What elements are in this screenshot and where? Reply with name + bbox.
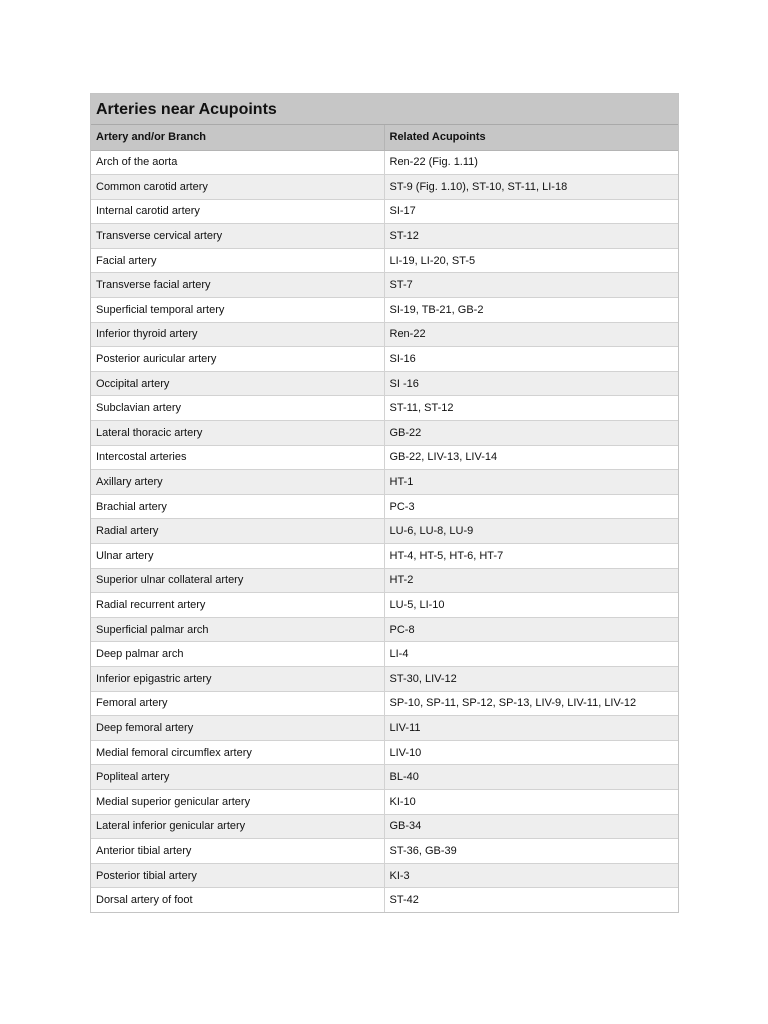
acupoints-cell: Ren-22: [384, 322, 678, 347]
acupoints-cell: GB-22, LIV-13, LIV-14: [384, 445, 678, 470]
acupoints-cell: PC-3: [384, 494, 678, 519]
artery-cell: Popliteal artery: [91, 765, 384, 790]
acupoints-cell: GB-34: [384, 814, 678, 839]
artery-cell: Medial superior genicular artery: [91, 789, 384, 814]
table-row: [91, 593, 678, 618]
table-row: [91, 371, 678, 396]
acupoints-cell: ST-42: [384, 888, 678, 913]
table-row: [91, 248, 678, 273]
artery-cell: Lateral inferior genicular artery: [91, 814, 384, 839]
artery-cell: Deep femoral artery: [91, 716, 384, 741]
artery-cell: Internal carotid artery: [91, 199, 384, 224]
table-row: [91, 150, 678, 175]
acupoints-cell: ST-12: [384, 224, 678, 249]
acupoints-cell: ST-11, ST-12: [384, 396, 678, 421]
table-row: [91, 445, 678, 470]
table-row: [91, 716, 678, 741]
table-row: [91, 519, 678, 544]
arteries-table: [91, 125, 678, 912]
acupoints-cell: ST-30, LIV-12: [384, 666, 678, 691]
artery-cell: Occipital artery: [91, 371, 384, 396]
table-row: [91, 347, 678, 372]
acupoints-cell: SP-10, SP-11, SP-12, SP-13, LIV-9, LIV-11, LIV-12: [384, 691, 678, 716]
acupoints-cell: ST-9 (Fig. 1.10), ST-10, ST-11, LI-18: [384, 175, 678, 200]
artery-cell: Radial artery: [91, 519, 384, 544]
artery-cell: Anterior tibial artery: [91, 839, 384, 864]
acupoints-cell: KI-3: [384, 863, 678, 888]
artery-cell: Transverse cervical artery: [91, 224, 384, 249]
artery-cell: Lateral thoracic artery: [91, 421, 384, 446]
table-row: [91, 888, 678, 913]
artery-cell: Deep palmar arch: [91, 642, 384, 667]
table-row: [91, 789, 678, 814]
table-row: [91, 814, 678, 839]
artery-cell: Posterior auricular artery: [91, 347, 384, 372]
artery-cell: Medial femoral circumflex artery: [91, 740, 384, 765]
artery-cell: Axillary artery: [91, 470, 384, 495]
table-row: [91, 617, 678, 642]
acupoints-cell: SI-16: [384, 347, 678, 372]
acupoints-cell: GB-22: [384, 421, 678, 446]
artery-cell: Transverse facial artery: [91, 273, 384, 298]
table-row: [91, 666, 678, 691]
artery-cell: Inferior thyroid artery: [91, 322, 384, 347]
acupoints-cell: LU-6, LU-8, LU-9: [384, 519, 678, 544]
table-row: [91, 494, 678, 519]
acupoints-cell: Ren-22 (Fig. 1.11): [384, 150, 678, 175]
acupoints-cell: HT-4, HT-5, HT-6, HT-7: [384, 544, 678, 569]
artery-cell: Ulnar artery: [91, 544, 384, 569]
table-row: [91, 470, 678, 495]
acupoints-cell: ST-7: [384, 273, 678, 298]
acupoints-cell: LI-19, LI-20, ST-5: [384, 248, 678, 273]
acupoints-cell: PC-8: [384, 617, 678, 642]
table-row: [91, 298, 678, 323]
artery-cell: Common carotid artery: [91, 175, 384, 200]
table-row: [91, 175, 678, 200]
table-row: [91, 568, 678, 593]
acupoints-cell: BL-40: [384, 765, 678, 790]
table-row: [91, 740, 678, 765]
acupoints-cell: ST-36, GB-39: [384, 839, 678, 864]
artery-cell: Superficial temporal artery: [91, 298, 384, 323]
artery-cell: Inferior epigastric artery: [91, 666, 384, 691]
acupoints-cell: KI-10: [384, 789, 678, 814]
acupoints-cell: LIV-10: [384, 740, 678, 765]
artery-cell: Radial recurrent artery: [91, 593, 384, 618]
acupoints-cell: SI -16: [384, 371, 678, 396]
acupoints-cell: LU-5, LI-10: [384, 593, 678, 618]
artery-cell: Superior ulnar collateral artery: [91, 568, 384, 593]
acupoints-cell: HT-1: [384, 470, 678, 495]
table-row: [91, 322, 678, 347]
acupoints-cell: SI-17: [384, 199, 678, 224]
column-header-artery: Artery and/or Branch: [91, 125, 384, 150]
acupoints-cell: LI-4: [384, 642, 678, 667]
table-row: [91, 199, 678, 224]
arteries-table-container: [90, 93, 679, 913]
acupoints-cell: LIV-11: [384, 716, 678, 741]
artery-cell: Superficial palmar arch: [91, 617, 384, 642]
artery-cell: Subclavian artery: [91, 396, 384, 421]
artery-cell: Arch of the aorta: [91, 150, 384, 175]
table-row: [91, 224, 678, 249]
acupoints-cell: SI-19, TB-21, GB-2: [384, 298, 678, 323]
table-row: [91, 691, 678, 716]
artery-cell: Dorsal artery of foot: [91, 888, 384, 913]
artery-cell: Intercostal arteries: [91, 445, 384, 470]
table-row: [91, 544, 678, 569]
table-title: Arteries near Acupoints: [91, 94, 678, 125]
table-header-row: [91, 125, 678, 150]
table-row: [91, 765, 678, 790]
artery-cell: Facial artery: [91, 248, 384, 273]
table-row: [91, 421, 678, 446]
artery-cell: Femoral artery: [91, 691, 384, 716]
artery-cell: Posterior tibial artery: [91, 863, 384, 888]
table-row: [91, 839, 678, 864]
table-row: [91, 273, 678, 298]
table-row: [91, 396, 678, 421]
table-row: [91, 863, 678, 888]
artery-cell: Brachial artery: [91, 494, 384, 519]
acupoints-cell: HT-2: [384, 568, 678, 593]
table-body: [91, 150, 678, 912]
table-row: [91, 642, 678, 667]
column-header-acupoints: Related Acupoints: [384, 125, 678, 150]
